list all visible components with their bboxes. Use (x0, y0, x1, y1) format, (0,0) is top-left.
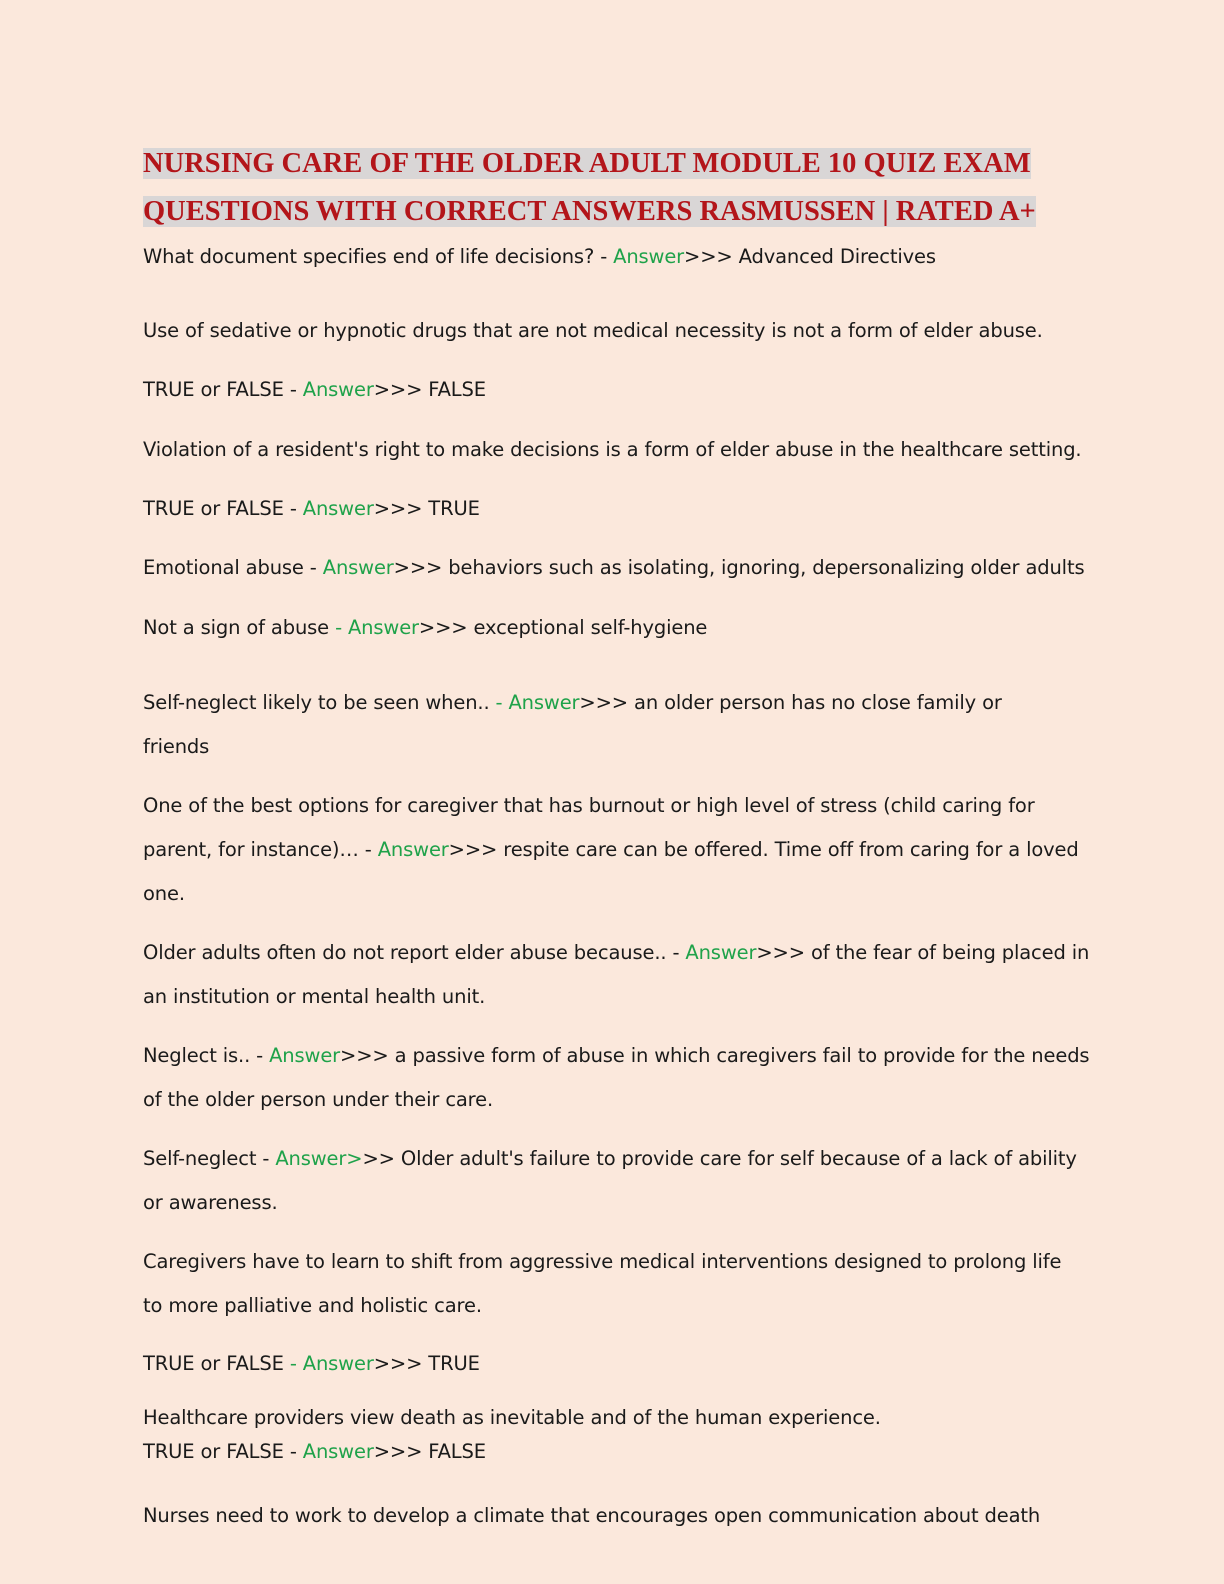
qa-report-abuse-cont: an institution or mental health unit. (143, 985, 486, 1008)
qa-caregivers-shift-answer (143, 1342, 480, 1386)
question-text: TRUE or FALSE - (143, 1440, 303, 1463)
answer-text: >>> respite care can be offered. Time off from caring for a loved (448, 838, 1079, 861)
answer-label: Answer (685, 941, 757, 964)
answer-text: >>> TRUE (373, 1352, 480, 1375)
answer-text: >>> a passive form of abuse in which caregivers fail to provide for the needs (340, 1044, 1090, 1067)
question-text: Neglect is.. - (143, 1044, 270, 1067)
question-sedative: Use of sedative or hypnotic drugs that are not medical necessity is not a form of elder abuse. (143, 319, 1043, 342)
qa-death-inevitable-answer (143, 1435, 486, 1469)
question-caregiver-burnout: One of the best options for caregiver that has burnout or high level of stress (child caring for (143, 794, 1035, 817)
answer-text: >>> Advanced Directives (684, 245, 936, 268)
answer-text: >>> an older person has no close family or (579, 691, 1002, 714)
question-text: TRUE or FALSE - (143, 497, 303, 520)
answer-label: Answer (613, 245, 685, 268)
answer-text: >>> exceptional self-hygiene (418, 616, 708, 639)
qa-self-neglect-likely-cont: friends (143, 735, 210, 758)
question-nurses-climate: Nurses need to work to develop a climate that encourages open communication about death (143, 1504, 1041, 1527)
title-line-1: NURSING CARE OF THE OLDER ADULT MODULE 10 QUIZ EXAM (143, 148, 1031, 179)
answer-label: - Answer (335, 616, 419, 639)
qa-self-neglect-likely (143, 681, 1002, 725)
question-death-inevitable: Healthcare providers view death as inevitable and of the human experience. (143, 1406, 881, 1429)
question-text: Not a sign of abuse (143, 616, 336, 639)
question-text: TRUE or FALSE - (143, 378, 303, 401)
answer-text: >>> FALSE (373, 378, 486, 401)
title-line-2: QUESTIONS WITH CORRECT ANSWERS RASMUSSEN | RATED A+ (143, 196, 1036, 227)
answer-label: Answer> (275, 1147, 363, 1170)
qa-sedative-answer (143, 368, 486, 412)
question-text: Older adults often do not report elder abuse because.. - (143, 941, 686, 964)
answer-text: >>> TRUE (373, 497, 480, 520)
qa-advanced-directives (143, 235, 936, 279)
question-text: Emotional abuse - (143, 556, 323, 579)
qa-not-a-sign (143, 606, 707, 650)
qa-neglect-cont: of the older person under their care. (143, 1088, 494, 1111)
answer-label: Answer (302, 1440, 374, 1463)
answer-text: >>> behaviors such as isolating, ignoring, depersonalizing older adults (393, 556, 1085, 579)
answer-label: Answer (322, 556, 394, 579)
question-text: Self-neglect likely to be seen when.. (143, 691, 496, 714)
answer-label: Answer (269, 1044, 341, 1067)
answer-label: Answer (377, 838, 449, 861)
qa-report-abuse (143, 931, 1089, 975)
document-page (143, 140, 1090, 1527)
question-text: Self-neglect - (143, 1147, 276, 1170)
question-caregivers-shift-cont: to more palliative and holistic care. (143, 1294, 482, 1317)
qa-respite-care (143, 828, 1079, 872)
answer-text: >> Older adult's failure to provide care for self because of a lack of ability (362, 1147, 1077, 1170)
document-title (143, 140, 1083, 236)
answer-label: - Answer (495, 691, 580, 714)
question-text: TRUE or FALSE (143, 1352, 290, 1375)
question-text: What document specifies end of life decisions? - (143, 245, 614, 268)
answer-text: >>> FALSE (373, 1440, 486, 1463)
qa-self-neglect-cont: or awareness. (143, 1191, 278, 1214)
question-caregivers-shift: Caregivers have to learn to shift from aggressive medical interventions designed to prolong life (143, 1250, 1062, 1273)
answer-text: >>> of the fear of being placed in (756, 941, 1090, 964)
qa-violation-answer (143, 487, 480, 531)
answer-label: Answer (302, 378, 374, 401)
qa-emotional-abuse (143, 546, 1084, 590)
answer-label: - Answer (289, 1352, 374, 1375)
qa-neglect (143, 1034, 1089, 1078)
qa-respite-care-cont: one. (143, 882, 185, 905)
question-violation: Violation of a resident's right to make decisions is a form of elder abuse in the healthcare setting. (143, 438, 1082, 461)
question-text: parent, for instance)… - (143, 838, 378, 861)
qa-self-neglect (143, 1137, 1077, 1181)
answer-label: Answer (302, 497, 374, 520)
